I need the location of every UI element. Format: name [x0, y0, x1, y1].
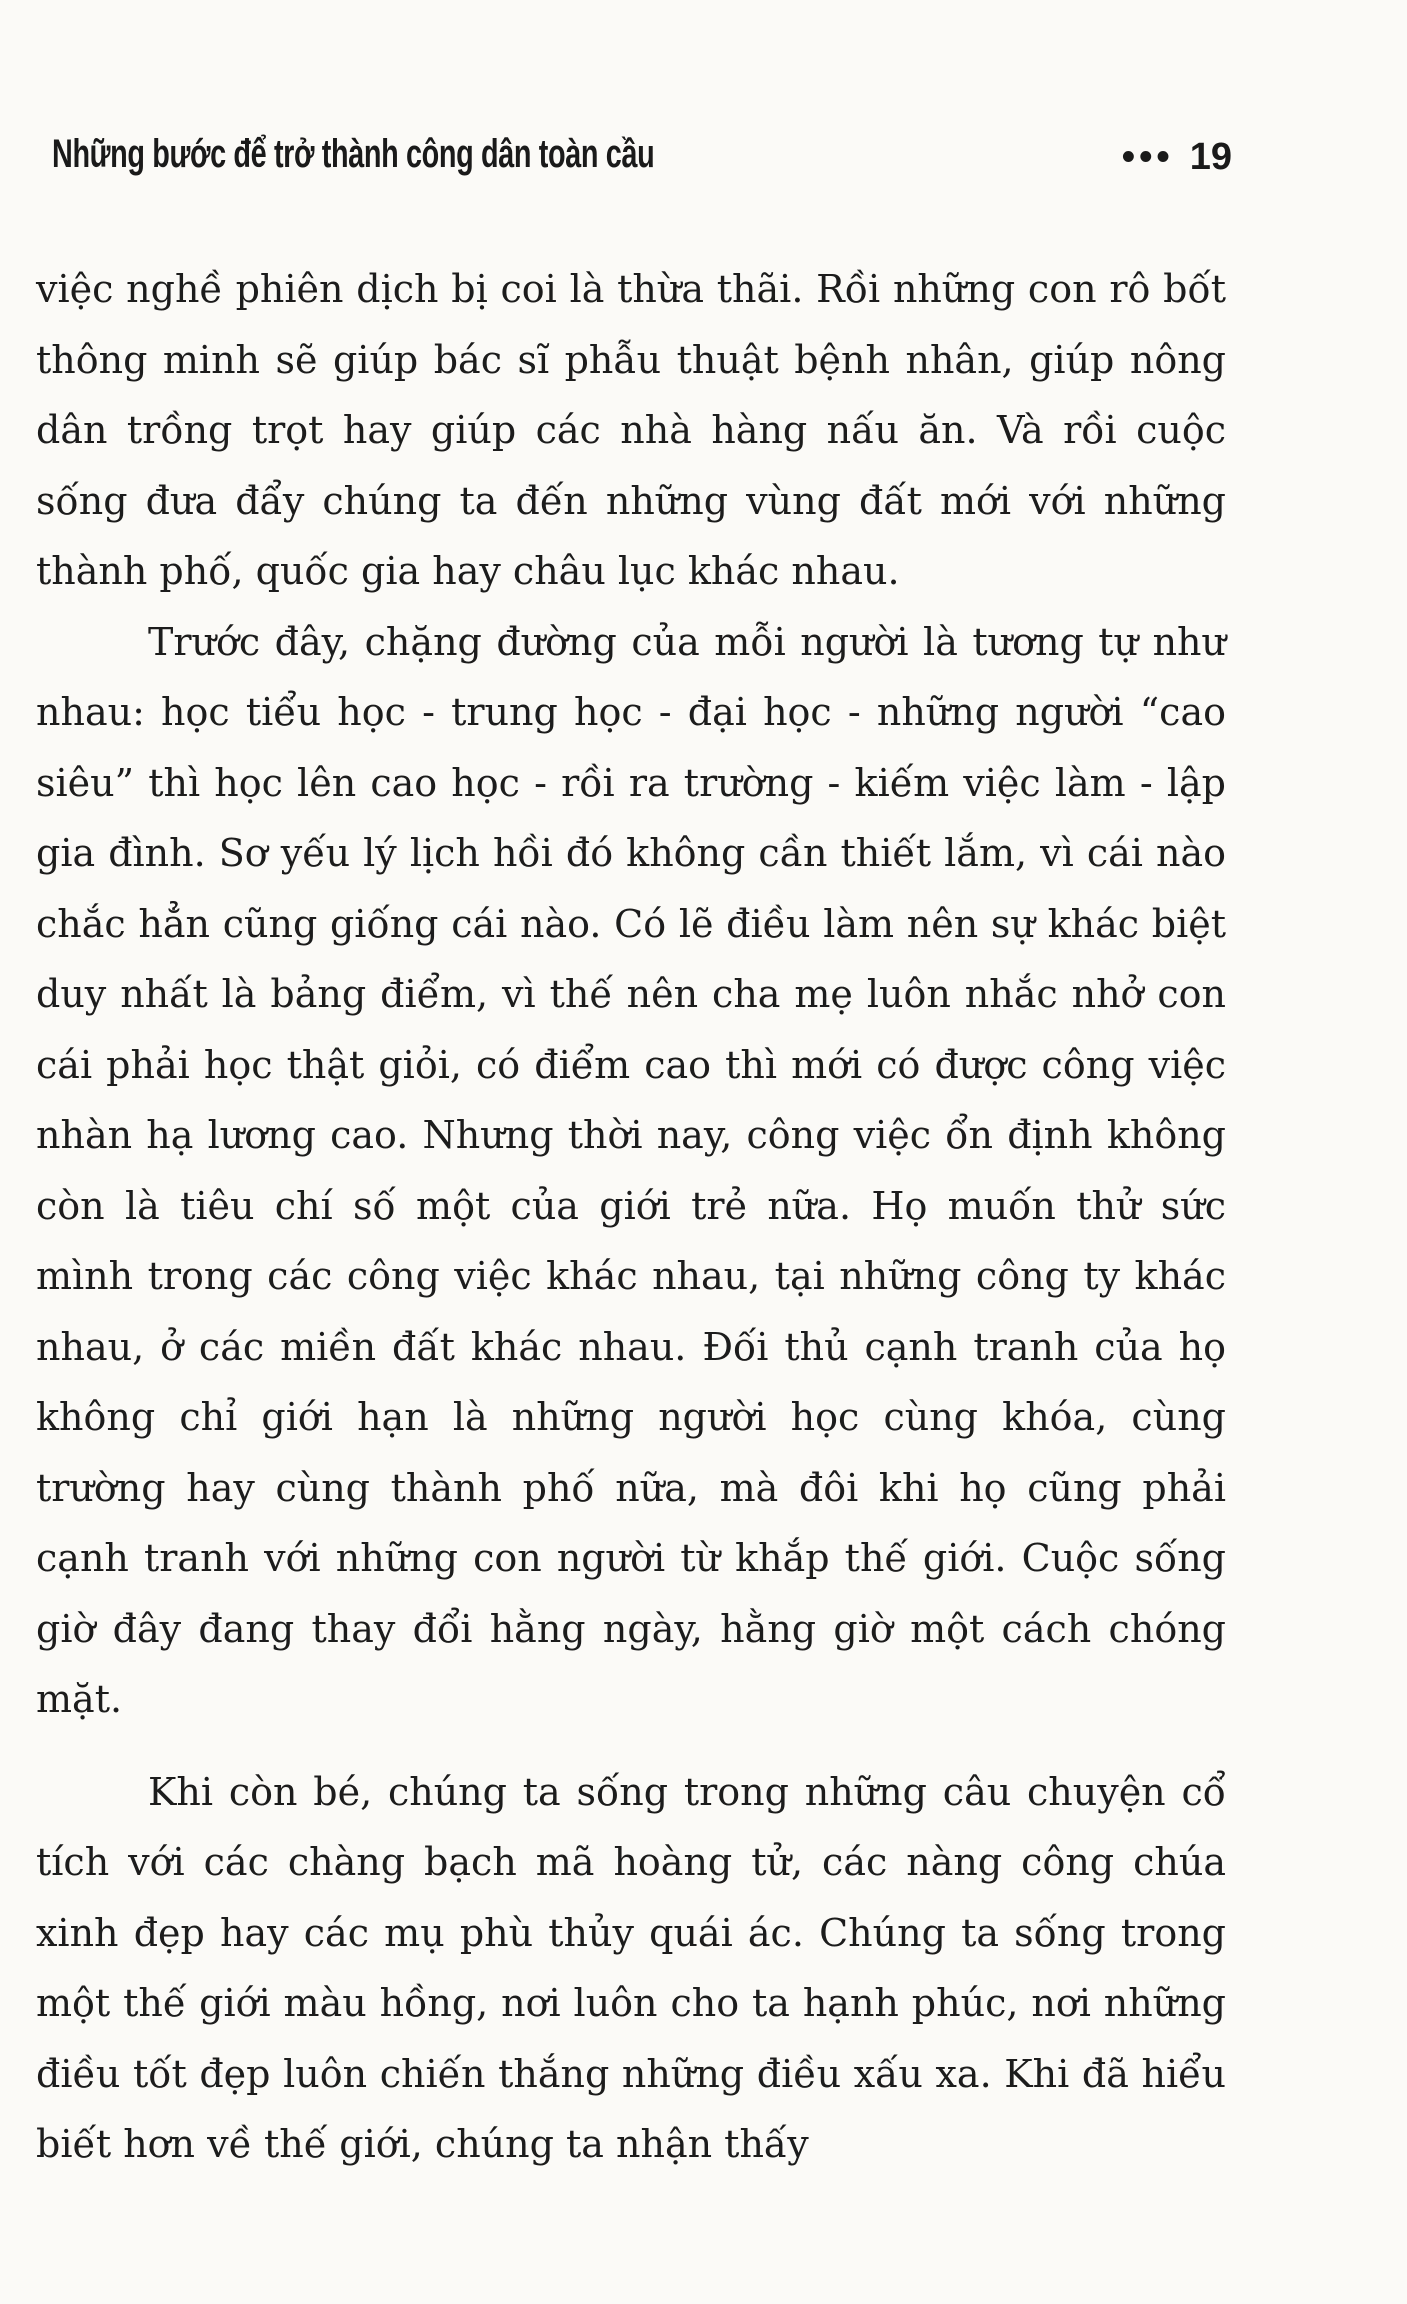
page-number: 19 — [1189, 136, 1232, 178]
header-dots: ••• — [1121, 136, 1174, 178]
paragraph-2: Trước đây, chặng đường của mỗi người là tương tự như nhau: học tiểu học - trung học - đại học - những người “cao siêu” thì học lên cao học - rồi ra trường - kiếm việc làm - lập gia đình. Sơ yếu lý lịch hồi đó không cần thiết lắm, vì cái nào chắc hẳn cũng giống cái nào. Có lẽ điều làm nên sự khác biệt duy nhất là bảng điểm, vì thế nên cha mẹ luôn nhắc nhở con cái phải học thật giỏi, có điểm cao thì mới có được công việc nhàn hạ lương cao. Nhưng thời nay, công việc ổn định không còn là tiêu chí số một của giới trẻ nữa. Họ muốn thử sức mình trong các công việc khác nhau, tại những công ty khác nhau, ở các miền đất khác nhau. Đối thủ cạnh tranh của họ không chỉ giới hạn là những người học cùng khóa, cùng trường hay cùng thành phố nữa, mà đôi khi họ cũng phải cạnh tranh với những con người từ khắp thế giới. Cuộc sống giờ đây đang thay đổi hằng ngày, hằng giờ một cách chóng mặt. — [36, 619, 1226, 1721]
page-number-mark — [1122, 136, 1232, 179]
body-text — [36, 254, 1226, 2180]
running-title: Những bước để trở thành công dân toàn cầu — [52, 132, 655, 176]
paragraph-1: việc nghề phiên dịch bị coi là thừa thãi. Rồi những con rô bốt thông minh sẽ giúp bác sĩ phẫu thuật bệnh nhân, giúp nông dân trồng trọt hay giúp các nhà hàng nấu ăn. Và rồi cuộc sống đưa đẩy chúng ta đến những vùng đất mới với những thành phố, quốc gia hay châu lục khác nhau. — [36, 267, 1226, 593]
paragraph-3: Khi còn bé, chúng ta sống trong những câu chuyện cổ tích với các chàng bạch mã hoàng tử, các nàng công chúa xinh đẹp hay các mụ phù thủy quái ác. Chúng ta sống trong một thế giới màu hồng, nơi luôn cho ta hạnh phúc, nơi những điều tốt đẹp luôn chiến thắng những điều xấu xa. Khi đã hiểu biết hơn về thế giới, chúng ta nhận thấy — [36, 1769, 1226, 2166]
running-header — [52, 132, 1232, 192]
